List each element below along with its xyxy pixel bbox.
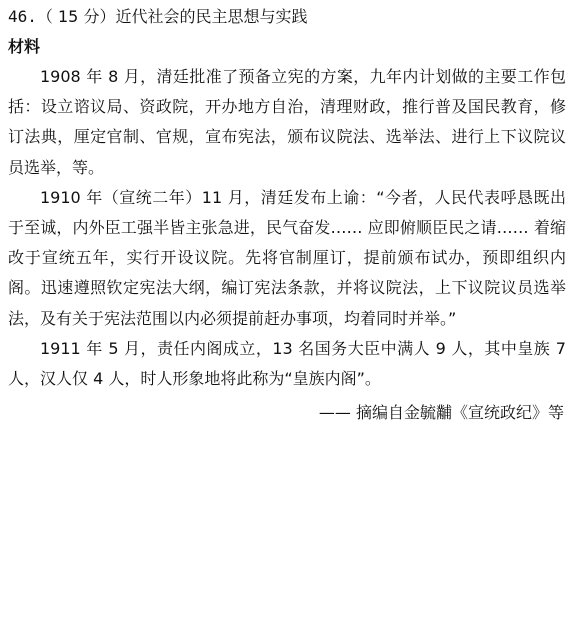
material-source: —— 摘编自金毓黼《宣统政纪》等 — [318, 403, 564, 423]
material-paragraph-2: 1910 年（宣统二年）11 月，清廷发布上谕：“今者，人民代表呼恳既出于至诚，内外臣工强半皆主张急进，民气奋发…… 应即俯顺臣民之请…… 着缩改于宣统五年，实行开设议院。先将官制厘订，提前颁布试办，预即组织内阁。迅速遵照钦定宪法大纲，编订宪法条款，并将议院法，上下议院议员选举法，及有关于宪法范围以内必须提前赶办事项，均着同时并举。” — [8, 187, 566, 328]
question-label: （ 15 分）近代社会的民主思想与实践 — [36, 7, 308, 26]
question-header — [8, 4, 566, 30]
question-number: 46. — [8, 7, 37, 26]
material-paragraph-1: 1908 年 8 月，清廷批准了预备立宪的方案，九年内计划做的主要工作包括：设立谘议局、资政院，开办地方自治，清理财政，推行普及国民教育，修订法典，厘定官制、官规，宣布宪法，颁布议院法、选举法、进行上下议院议员选举，等。 — [8, 67, 566, 177]
material-title: 材料 — [8, 37, 41, 56]
material-paragraph-3: 1911 年 5 月，责任内阁成立，13 名国务大臣中满人 9 人，其中皇族 7 人，汉人仅 4 人，时人形象地将此称为“皇族内阁”。 — [8, 338, 566, 389]
